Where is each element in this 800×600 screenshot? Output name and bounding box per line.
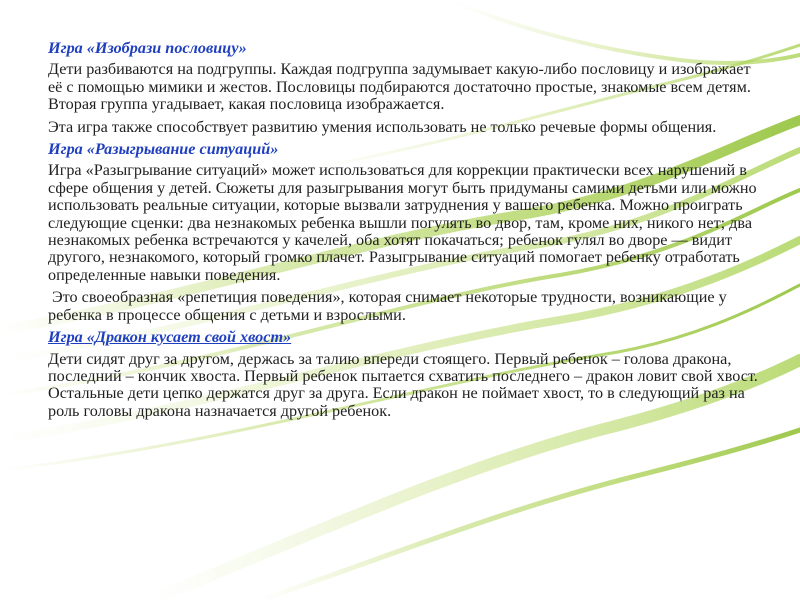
paragraph-situations-description: Игра «Разыгрывание ситуаций» может использоваться для коррекции практически всех нарушений в сфере общения у детей. Сюжеты для разыгрывания могут быть придуманы самими детьми или можно использовать реальные ситуации, которые вызвали затруднения у вашего ребенка. Можно проиграть следующие сценки: два незнакомых ребенка вышли погулять во двор, там, кроме них, никого нет; два незнакомых ребенка встречаются у качелей, оба хотят покачаться; ребенок гулял во дворе — видит другого, незнакомого, который громко плачет. Разыгрывание ситуаций помогает ребенку отработать определенные навыки поведения. [48,161,757,284]
paragraph-situations-rehearsal: Это своеобразная «репетиция поведения», которая снимает некоторые трудности, возникающие у ребенка в процессе общения с детьми и взрослыми. [48,288,727,324]
paragraph-proverb-benefit: Эта игра также способствует развитию умения использовать не только речевые формы общения. [48,117,717,136]
slide-body [48,40,760,425]
game-heading-situations: Игра «Разыгрывание ситуаций» [48,140,279,159]
paragraph-dragon-rules: Дети сидят друг за другом, держась за талию впереди стоящего. Первый ребенок – голова дракона, последний – кончик хвоста. Первый ребенок пытается схватить последнего – дракон ловит свой хвост. Остальные дети цепко держатся друг за друга. Если дракон не поймает хвост, то в следующий раз на роль головы дракона назначается другой ребенок. [48,349,758,420]
game-heading-proverb: Игра «Изобрази пословицу» [48,39,247,57]
game-heading-dragon[interactable]: Игра «Дракон кусает свой хвост» [48,328,292,347]
paragraph-proverb-rules: Дети разбиваются на подгруппы. Каждая подгруппа задумывает какую-либо пословицу и изображает её с помощью мимики и жестов. Пословицы подбираются достаточно простые, знакомые всем детям. Вторая группа угадывает, какая пословица изображается. [48,60,751,114]
